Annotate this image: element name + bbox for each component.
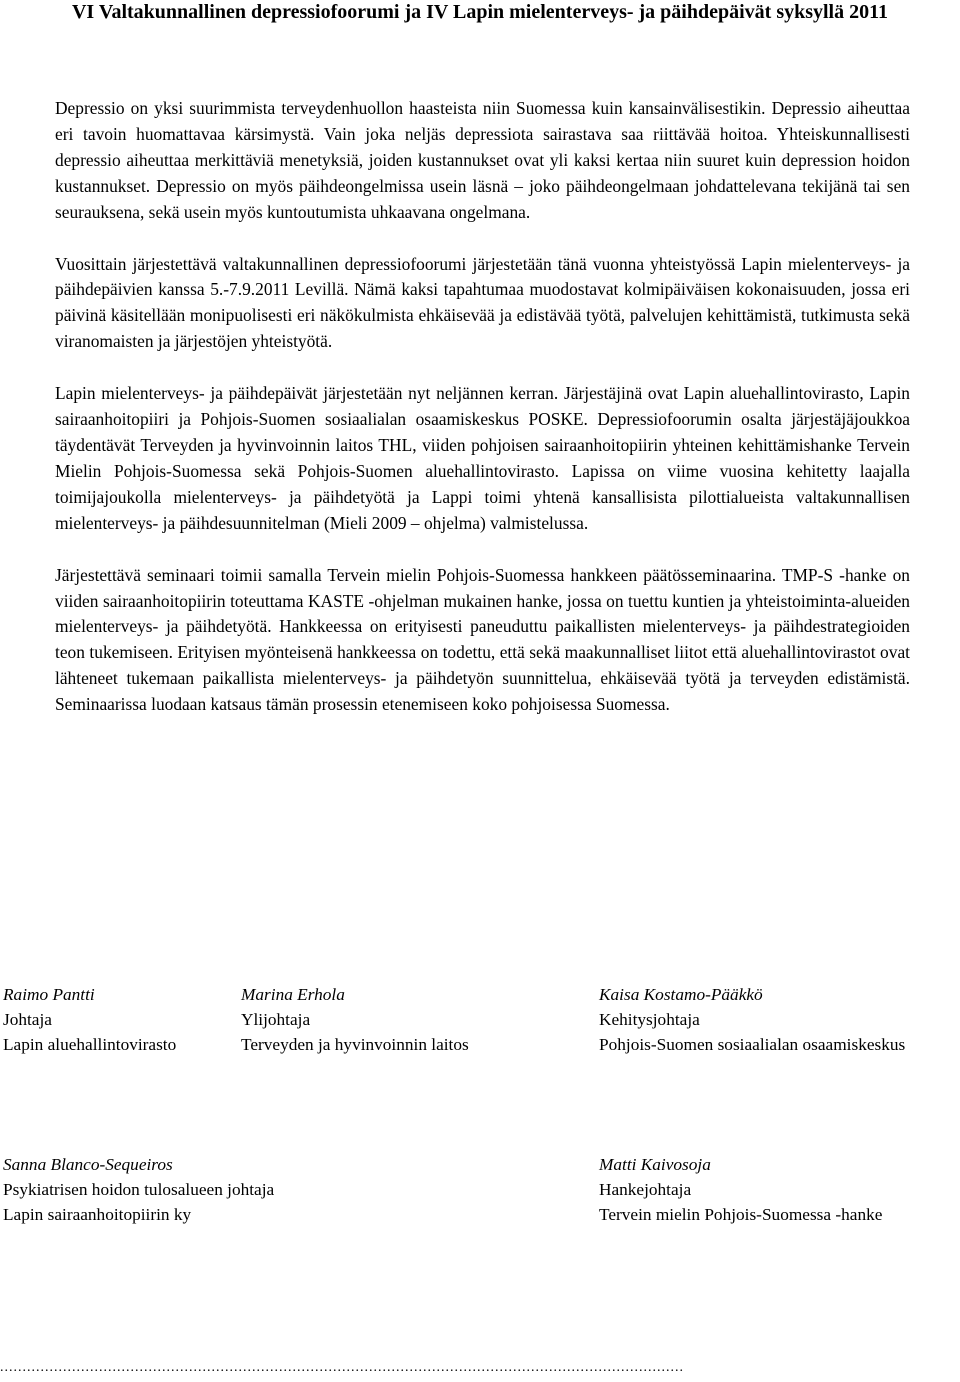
signature-org: Tervein mielin Pohjois-Suomessa -hanke xyxy=(599,1205,883,1224)
signature-matti-kaivosoja xyxy=(599,1152,882,1227)
signature-org: Terveyden ja hyvinvoinnin laitos xyxy=(241,1035,469,1054)
footer-dotted-line: ........................................................................................................................................................ xyxy=(0,1360,684,1375)
signature-org: Lapin aluehallintovirasto xyxy=(3,1035,177,1054)
paragraph-intro: Depressio on yksi suurimmista terveydenhuollon haasteista niin Suomessa kuin kansainvälisestikin. Depressio aiheuttaa eri tavoin huomattavaa kärsimystä. Vain joka neljäs depressiota sairastava saa riittävää hoitoa. Yhteiskunnallisesti depressio aiheuttaa merkittäviä menetyksiä, joiden kustannukset ovat yli kaksi kertaa niin suuret kuin depression hoidon kustannukset. Depressio on myös päihdeongelmissa usein läsnä – joko päihdeongelmaan johdattelevana tekijänä tai sen seurauksena, sekä usein myös kuntoutumista uhkaavana ongelmana. xyxy=(55,98,910,222)
paragraph-seminar: Järjestettävä seminaari toimii samalla Tervein mielin Pohjois-Suomessa hankkeen päätösseminaarina. TMP-S -hanke on viiden sairaanhoitopiirin toteuttama KASTE -ohjelman mukainen hanke, jossa on tuettu kuntien ja yhteistoiminta-alueiden mielenterveys- ja päihdetyötä. Hankkeessa on erityisesti paneuduttu paikallisten mielenterveys- ja päihdestrategioiden teon tukemiseen. Erityisen myönteisenä hankkeessa on todettu, että sekä maakunnalliset liitot että aluehallintovirastot ovat lähteneet tukemaan paikallista mielenterveys- ja päihdetyön suunnittelua, ehkäisevää työtä ja terveyden edistämistä. Seminaarissa luodaan katsaus tämän prosessin etenemiseen koko pohjoisessa Suomessa. xyxy=(55,564,910,715)
signature-title: Hankejohtaja xyxy=(599,1180,692,1199)
signature-kaisa-kostamo-paakko xyxy=(599,982,905,1057)
signature-sanna-blanco-sequeiros xyxy=(3,1152,274,1227)
signature-org: Lapin sairaanhoitopiirin ky xyxy=(3,1205,192,1224)
signature-raimo-pantti xyxy=(3,982,176,1057)
signature-name: Raimo Pantti xyxy=(3,985,95,1004)
paragraph-organizers: Lapin mielenterveys- ja päihdepäivät järjestetään nyt neljännen kerran. Järjestäjinä ovat Lapin aluehallintovirasto, Lapin sairaanhoitopiiri ja Pohjois-Suomen sosiaalialan osaamiskeskus POSKE. Depressiofoorumin osalta järjestäjäjoukkoa täydentävät Terveyden ja hyvinvoinnin laitos THL, viiden pohjoisen sairaanhoitopiirin yhteinen kehittämishanke Tervein Mielin Pohjois-Suomessa sekä Pohjois-Suomen aluehallintovirasto. Lapissa on viime vuosina kehitetty laajalla toimijajoukolla mielenterveys- ja päihdetyötä ja Lappi toimi yhtenä kansallisista pilottialueista valtakunnallisen mielenterveys- ja päihdesuunnitelman (Mieli 2009 – ohjelma) valmistelussa. xyxy=(55,383,910,533)
signature-marina-erhola xyxy=(241,982,469,1057)
signature-title: Ylijohtaja xyxy=(241,1010,311,1029)
body-text xyxy=(55,96,910,744)
signature-title: Johtaja xyxy=(3,1010,52,1029)
signature-title: Kehitysjohtaja xyxy=(599,1010,700,1029)
signature-name: Sanna Blanco-Sequeiros xyxy=(3,1155,173,1174)
signature-name: Marina Erhola xyxy=(241,985,345,1004)
signature-name: Kaisa Kostamo-Pääkkö xyxy=(599,985,763,1004)
signature-name: Matti Kaivosoja xyxy=(599,1155,711,1174)
signature-title: Psykiatrisen hoidon tulosalueen johtaja xyxy=(3,1180,275,1199)
signature-org: Pohjois-Suomen sosiaalialan osaamiskeskus xyxy=(599,1035,906,1054)
paragraph-forum: Vuosittain järjestettävä valtakunnallinen depressiofoorumi järjestetään tänä vuonna yhteistyössä Lapin mielenterveys- ja päihdepäivien kanssa 5.-7.9.2011 Levillä. Nämä kaksi tapahtumaa muodostavat kolmipäiväisen kokonaisuuden, jossa eri päivinä käsitellään monipuolisesti eri näkökulmista ehkäisevää ja edistävää työtä, palvelujen kehittämistä, tutkimusta sekä viranomaisten ja järjestöjen yhteistyötä. xyxy=(55,253,910,352)
page-title: VI Valtakunnallinen depressiofoorumi ja IV Lapin mielenterveys- ja päihdepäivät syksyllä 2011 xyxy=(71,1,889,23)
